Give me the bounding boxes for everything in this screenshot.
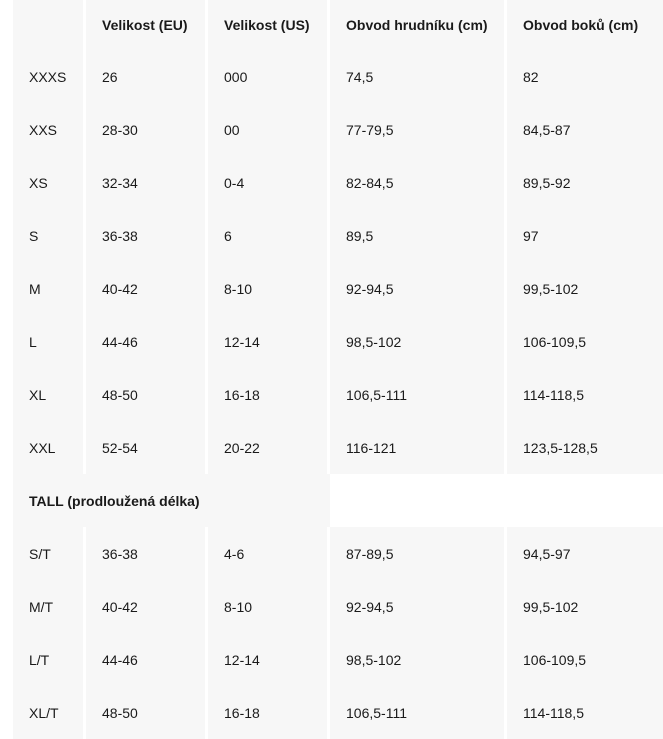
size-eu: 28-30 <box>86 103 208 156</box>
chest-cm: 92-94,5 <box>330 262 507 315</box>
header-cell-size-us: Velikost (US) <box>208 0 330 50</box>
size-eu: 40-42 <box>86 580 208 633</box>
size-label: XL <box>13 368 86 421</box>
size-label: XXL <box>13 421 86 474</box>
size-eu: 44-46 <box>86 315 208 368</box>
chest-cm: 82-84,5 <box>330 156 507 209</box>
header-cell-chest: Obvod hrudníku (cm) <box>330 0 507 50</box>
table-row <box>13 315 663 368</box>
chest-cm: 87-89,5 <box>330 527 507 580</box>
tall-section-label: TALL (prodloužená délka) <box>13 474 330 527</box>
size-us: 00 <box>208 103 330 156</box>
size-us: 000 <box>208 50 330 103</box>
header-cell-hips: Obvod boků (cm) <box>507 0 663 50</box>
size-label: S/T <box>13 527 86 580</box>
tall-section-blank <box>330 474 663 527</box>
size-label: M <box>13 262 86 315</box>
hips-cm: 106-109,5 <box>507 633 663 686</box>
chest-cm: 106,5-111 <box>330 686 507 739</box>
size-eu: 48-50 <box>86 686 208 739</box>
size-eu: 48-50 <box>86 368 208 421</box>
chest-cm: 116-121 <box>330 421 507 474</box>
hips-cm: 114-118,5 <box>507 368 663 421</box>
header-cell-size-eu: Velikost (EU) <box>86 0 208 50</box>
size-chart-table <box>13 0 663 728</box>
chest-cm: 77-79,5 <box>330 103 507 156</box>
hips-cm: 99,5-102 <box>507 580 663 633</box>
size-eu: 40-42 <box>86 262 208 315</box>
size-us: 8-10 <box>208 580 330 633</box>
hips-cm: 82 <box>507 50 663 103</box>
table-row <box>13 209 663 262</box>
chest-cm: 98,5-102 <box>330 633 507 686</box>
tall-section-row <box>13 474 663 527</box>
size-label: XXXS <box>13 50 86 103</box>
hips-cm: 123,5-128,5 <box>507 421 663 474</box>
hips-cm: 94,5-97 <box>507 527 663 580</box>
size-label: L/T <box>13 633 86 686</box>
table-row <box>13 103 663 156</box>
size-us: 16-18 <box>208 368 330 421</box>
size-label: S <box>13 209 86 262</box>
hips-cm: 84,5-87 <box>507 103 663 156</box>
size-label: XS <box>13 156 86 209</box>
hips-cm: 106-109,5 <box>507 315 663 368</box>
size-us: 8-10 <box>208 262 330 315</box>
chest-cm: 98,5-102 <box>330 315 507 368</box>
table-row <box>13 156 663 209</box>
table-row <box>13 368 663 421</box>
table-row <box>13 527 663 580</box>
chest-cm: 92-94,5 <box>330 580 507 633</box>
table-row <box>13 633 663 686</box>
size-us: 4-6 <box>208 527 330 580</box>
hips-cm: 97 <box>507 209 663 262</box>
table-row <box>13 262 663 315</box>
size-us: 16-18 <box>208 686 330 739</box>
size-us: 12-14 <box>208 633 330 686</box>
table-header-row <box>13 0 663 50</box>
table-row <box>13 421 663 474</box>
size-eu: 44-46 <box>86 633 208 686</box>
size-label: XXS <box>13 103 86 156</box>
size-eu: 36-38 <box>86 209 208 262</box>
size-eu: 26 <box>86 50 208 103</box>
size-us: 6 <box>208 209 330 262</box>
hips-cm: 114-118,5 <box>507 686 663 739</box>
size-us: 20-22 <box>208 421 330 474</box>
hips-cm: 99,5-102 <box>507 262 663 315</box>
table-row <box>13 50 663 103</box>
size-eu: 32-34 <box>86 156 208 209</box>
table-row <box>13 686 663 739</box>
chest-cm: 74,5 <box>330 50 507 103</box>
size-us: 12-14 <box>208 315 330 368</box>
size-label: L <box>13 315 86 368</box>
hips-cm: 89,5-92 <box>507 156 663 209</box>
size-label: XL/T <box>13 686 86 739</box>
chest-cm: 89,5 <box>330 209 507 262</box>
chest-cm: 106,5-111 <box>330 368 507 421</box>
size-label: M/T <box>13 580 86 633</box>
size-eu: 36-38 <box>86 527 208 580</box>
size-us: 0-4 <box>208 156 330 209</box>
header-cell-size-label <box>13 0 86 50</box>
table-row <box>13 580 663 633</box>
size-eu: 52-54 <box>86 421 208 474</box>
